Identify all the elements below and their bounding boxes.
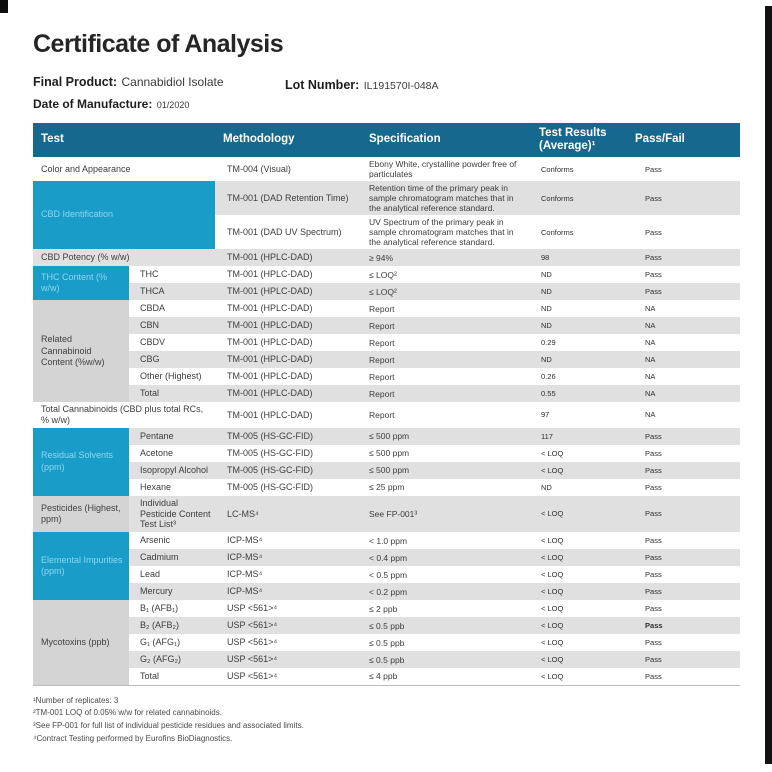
cell-test-group: Residual Solvents (ppm) <box>33 428 129 496</box>
cell-methodology: TM-001 (DAD UV Spectrum) <box>215 215 361 249</box>
cell-analyte: CBG <box>129 351 215 368</box>
cell-result: < LOQ <box>529 668 625 685</box>
cell-methodology: TM-001 (HPLC-DAD) <box>215 385 361 402</box>
table-row <box>33 668 740 685</box>
cell-analyte: Acetone <box>129 445 215 462</box>
cell-passfail: NA <box>625 300 740 317</box>
table-row <box>33 428 740 445</box>
coa-table <box>33 123 740 686</box>
date-line <box>33 95 740 119</box>
cell-result: 0.55 <box>529 385 625 402</box>
cell-analyte: B₂ (AFB₂) <box>129 617 215 634</box>
cell-passfail: Pass <box>625 668 740 685</box>
cell-passfail: Pass <box>625 215 740 249</box>
footnote: ¹Number of replicates: 3 <box>33 695 119 705</box>
cell-test-group: THC Content (% w/w) <box>33 266 129 300</box>
cell-result: ND <box>529 266 625 283</box>
cell-test: CBD Potency (% w/w) <box>33 249 215 266</box>
cell-methodology: ICP-MS⁴ <box>215 549 361 566</box>
cell-analyte: CBN <box>129 317 215 334</box>
table-row <box>33 583 740 600</box>
cell-passfail: Pass <box>625 583 740 600</box>
cell-analyte: Hexane <box>129 479 215 496</box>
cell-result: < LOQ <box>529 445 625 462</box>
cell-methodology: TM-001 (HPLC-DAD) <box>215 351 361 368</box>
cell-passfail: NA <box>625 334 740 351</box>
table-row <box>33 351 740 368</box>
cell-passfail: Pass <box>625 532 740 549</box>
table-row <box>33 600 740 617</box>
table-row <box>33 402 740 428</box>
cell-specification: Retention time of the primary peak in sample chromatogram matches that in the analytical reference standard. <box>361 181 529 215</box>
table-row <box>33 385 740 402</box>
table-row <box>33 300 740 317</box>
cell-specification: Report <box>361 402 529 428</box>
cell-specification: < 0.5 ppm <box>361 566 529 583</box>
cell-methodology: TM-005 (HS-GC-FID) <box>215 445 361 462</box>
cell-specification: Report <box>361 351 529 368</box>
cell-result: < LOQ <box>529 600 625 617</box>
table-row <box>33 532 740 549</box>
cell-methodology: USP <561>⁴ <box>215 651 361 668</box>
final-product-value: Cannabidiol Isolate <box>121 75 224 89</box>
cell-specification: < 1.0 ppm <box>361 532 529 549</box>
cell-methodology: USP <561>⁴ <box>215 617 361 634</box>
cell-analyte: G₂ (AFG₂) <box>129 651 215 668</box>
cell-passfail: NA <box>625 351 740 368</box>
cell-test: Color and Appearance <box>33 157 215 181</box>
cell-result: 117 <box>529 428 625 445</box>
cell-methodology: TM-005 (HS-GC-FID) <box>215 479 361 496</box>
cell-methodology: TM-001 (HPLC-DAD) <box>215 402 361 428</box>
cell-result: ND <box>529 479 625 496</box>
cell-analyte: Individual Pesticide Content Test List³ <box>129 496 215 532</box>
cell-analyte: Total <box>129 385 215 402</box>
cell-passfail: Pass <box>625 549 740 566</box>
cell-result: ND <box>529 283 625 300</box>
table-row <box>33 479 740 496</box>
table-row <box>33 317 740 334</box>
cell-analyte: Lead <box>129 566 215 583</box>
footnote: ³See FP-001 for full list of individual pesticide residues and associated limits. <box>33 721 304 731</box>
cell-analyte: Cadmium <box>129 549 215 566</box>
cell-passfail: Pass <box>625 496 740 532</box>
cell-passfail: NA <box>625 385 740 402</box>
cell-specification: ≤ 0.5 ppb <box>361 634 529 651</box>
date-of-manufacture-label: Date of Manufacture: <box>33 97 153 111</box>
cell-analyte: Isopropyl Alcohol <box>129 462 215 479</box>
cell-analyte: B₁ (AFB₁) <box>129 600 215 617</box>
cell-specification: ≤ 2 ppb <box>361 600 529 617</box>
scan-corner-mark <box>0 0 8 13</box>
cell-specification: ≤ LOQ² <box>361 283 529 300</box>
cell-test-group: Elemental Impurities (ppm) <box>33 532 129 600</box>
cell-result: < LOQ <box>529 549 625 566</box>
cell-result: < LOQ <box>529 532 625 549</box>
table-row <box>33 249 740 266</box>
lot-number-value: IL191570I-048A <box>363 80 439 92</box>
table-row <box>33 181 740 215</box>
date-of-manufacture-value: 01/2020 <box>156 100 190 110</box>
column-header-spec: Specification <box>361 123 529 157</box>
table-row <box>33 157 740 181</box>
cell-test-group: CBD Identification <box>33 181 215 249</box>
cell-specification: ≤ LOQ² <box>361 266 529 283</box>
footnote: ²TM-001 LOQ of 0.05% w/w for related cannabinoids. <box>33 708 222 718</box>
column-header-results: Test Results (Average)¹ <box>529 123 625 157</box>
cell-specification: ≤ 500 ppm <box>361 445 529 462</box>
cell-passfail: Pass <box>625 157 740 181</box>
cell-specification: Ebony White, crystalline powder free of particulates <box>361 157 529 181</box>
page-title: Certificate of Analysis <box>33 30 284 58</box>
cell-specification: < 0.4 ppm <box>361 549 529 566</box>
cell-specification: Report <box>361 368 529 385</box>
cell-methodology: LC-MS⁴ <box>215 496 361 532</box>
cell-specification: < 0.2 ppm <box>361 583 529 600</box>
cell-passfail: NA <box>625 317 740 334</box>
cell-specification: ≥ 94% <box>361 249 529 266</box>
cell-result: < LOQ <box>529 617 625 634</box>
cell-passfail: Pass <box>625 181 740 215</box>
table-row <box>33 634 740 651</box>
cell-passfail: Pass <box>625 566 740 583</box>
cell-passfail: Pass <box>625 249 740 266</box>
cell-result: ND <box>529 317 625 334</box>
table-row <box>33 462 740 479</box>
cell-methodology: TM-001 (HPLC-DAD) <box>215 300 361 317</box>
cell-specification: ≤ 0.5 ppb <box>361 651 529 668</box>
cell-methodology: TM-001 (HPLC-DAD) <box>215 266 361 283</box>
table-row <box>33 496 740 532</box>
cell-methodology: TM-001 (DAD Retention Time) <box>215 181 361 215</box>
cell-specification: ≤ 25 ppm <box>361 479 529 496</box>
product-lot-line <box>33 73 740 95</box>
cell-test: Total Cannabinoids (CBD plus total RCs, % w/w) <box>33 402 215 428</box>
cell-analyte: CBDA <box>129 300 215 317</box>
cell-analyte: Other (Highest) <box>129 368 215 385</box>
cell-result: < LOQ <box>529 651 625 668</box>
cell-specification: ≤ 500 ppm <box>361 462 529 479</box>
table-row <box>33 334 740 351</box>
cell-methodology: TM-001 (HPLC-DAD) <box>215 249 361 266</box>
cell-result: ND <box>529 300 625 317</box>
cell-result: 98 <box>529 249 625 266</box>
cell-result: < LOQ <box>529 496 625 532</box>
cell-result: < LOQ <box>529 566 625 583</box>
column-header-pass: Pass/Fail <box>625 123 740 157</box>
cell-passfail: Pass <box>625 617 740 634</box>
cell-passfail: NA <box>625 402 740 428</box>
final-product-label: Final Product: <box>33 75 118 89</box>
cell-result: 0.29 <box>529 334 625 351</box>
table-row <box>33 566 740 583</box>
cell-specification: UV Spectrum of the primary peak in sample chromatogram matches that in the analytical reference standard. <box>361 215 529 249</box>
column-header-test: Test <box>33 123 215 157</box>
cell-result: < LOQ <box>529 634 625 651</box>
cell-methodology: USP <561>⁴ <box>215 668 361 685</box>
cell-result: < LOQ <box>529 462 625 479</box>
cell-specification: Report <box>361 334 529 351</box>
cell-specification: Report <box>361 385 529 402</box>
table-row <box>33 617 740 634</box>
column-header-method: Methodology <box>215 123 361 157</box>
cell-methodology: TM-004 (Visual) <box>215 157 361 181</box>
cell-analyte: CBDV <box>129 334 215 351</box>
lot-number-block <box>285 76 439 94</box>
cell-specification: Report <box>361 317 529 334</box>
cell-methodology: ICP-MS⁴ <box>215 566 361 583</box>
cell-specification: ≤ 4 ppb <box>361 668 529 685</box>
scan-edge-strip <box>765 6 772 764</box>
cell-result: < LOQ <box>529 583 625 600</box>
table-row <box>33 549 740 566</box>
table-row <box>33 445 740 462</box>
cell-result: Conforms <box>529 215 625 249</box>
cell-result: Conforms <box>529 157 625 181</box>
cell-methodology: ICP-MS⁴ <box>215 583 361 600</box>
cell-methodology: TM-005 (HS-GC-FID) <box>215 428 361 445</box>
cell-passfail: Pass <box>625 600 740 617</box>
table-row <box>33 283 740 300</box>
cell-analyte: THC <box>129 266 215 283</box>
cell-specification: ≤ 500 ppm <box>361 428 529 445</box>
cell-result: 97 <box>529 402 625 428</box>
cell-analyte: Arsenic <box>129 532 215 549</box>
cell-test-group: Mycotoxins (ppb) <box>33 600 129 685</box>
table-header <box>33 123 740 157</box>
cell-passfail: Pass <box>625 462 740 479</box>
cell-methodology: TM-001 (HPLC-DAD) <box>215 317 361 334</box>
table-row <box>33 368 740 385</box>
lot-number-label: Lot Number: <box>285 78 360 92</box>
cell-methodology: TM-001 (HPLC-DAD) <box>215 283 361 300</box>
table-row <box>33 266 740 283</box>
cell-specification: Report <box>361 300 529 317</box>
cell-passfail: NA <box>625 368 740 385</box>
cell-analyte: THCA <box>129 283 215 300</box>
footnote: ⁴Contract Testing performed by Eurofins BioDiagnostics. <box>33 734 233 743</box>
cell-test-group: Related Cannabinoid Content (%w/w) <box>33 300 129 402</box>
cell-methodology: TM-001 (HPLC-DAD) <box>215 368 361 385</box>
cell-specification: See FP-001³ <box>361 496 529 532</box>
table-row <box>33 651 740 668</box>
cell-methodology: ICP-MS⁴ <box>215 532 361 549</box>
cell-passfail: Pass <box>625 445 740 462</box>
cell-analyte: G₁ (AFG₁) <box>129 634 215 651</box>
cell-result: ND <box>529 351 625 368</box>
cell-passfail: Pass <box>625 479 740 496</box>
cell-result: 0.26 <box>529 368 625 385</box>
cell-passfail: Pass <box>625 634 740 651</box>
cell-methodology: USP <561>⁴ <box>215 600 361 617</box>
cell-methodology: TM-001 (HPLC-DAD) <box>215 334 361 351</box>
cell-analyte: Mercury <box>129 583 215 600</box>
cell-analyte: Total <box>129 668 215 685</box>
cell-methodology: TM-005 (HS-GC-FID) <box>215 462 361 479</box>
footnotes <box>33 695 740 746</box>
cell-methodology: USP <561>⁴ <box>215 634 361 651</box>
cell-test-group: Pesticides (Highest, ppm) <box>33 496 129 532</box>
cell-result: Conforms <box>529 181 625 215</box>
cell-passfail: Pass <box>625 428 740 445</box>
cell-analyte: Pentane <box>129 428 215 445</box>
cell-passfail: Pass <box>625 266 740 283</box>
cell-passfail: Pass <box>625 283 740 300</box>
cell-passfail: Pass <box>625 651 740 668</box>
cell-specification: ≤ 0.5 ppb <box>361 617 529 634</box>
